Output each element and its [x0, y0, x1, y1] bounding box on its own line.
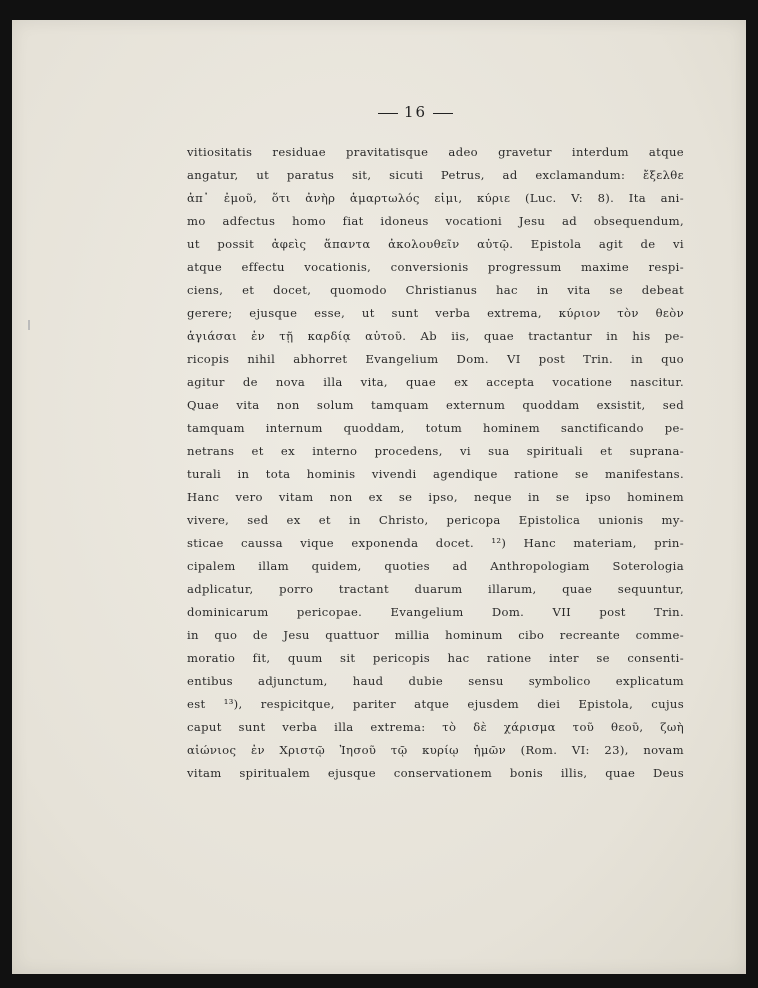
text-line: angatur, ut paratus sit, sicuti Petrus, ad exclamandum: ἔξελθε — [187, 168, 684, 182]
text-line: αἰώνιος ἐν Χριστῷ Ἰησοῦ τῷ κυρίῳ ἡμῶν (Rom. VI: 23), novam — [187, 743, 684, 757]
text-line: moratio fit, quum sit pericopis hac ratione inter se consenti- — [187, 651, 684, 665]
text-line: netrans et ex interno procedens, vi sua spirituali et suprana- — [187, 444, 684, 458]
text-line: vitam spiritualem ejusque conservationem bonis illis, quae Deus — [187, 766, 684, 780]
page-number-value: 16 — [404, 103, 428, 121]
text-line: entibus adjunctum, haud dubie sensu symbolico explicatum — [187, 674, 684, 688]
text-line: vivere, sed ex et in Christo, pericopa Epistolica unionis my- — [187, 513, 684, 527]
text-line: in quo de Jesu quattuor millia hominum cibo recreante comme- — [187, 628, 684, 642]
page-margin-mark — [28, 320, 30, 330]
text-line: ἀπ᾽ ἐμοῦ, ὅτι ἀνὴρ ἁμαρτωλός εἰμι, κύριε (Luc. V: 8). Ita ani- — [187, 191, 684, 205]
text-line: dominicarum pericopae. Evangelium Dom. VII post Trin. — [187, 605, 684, 619]
body-text — [187, 141, 684, 785]
text-line: caput sunt verba illa extrema: τὸ δὲ χάρισμα τοῦ θεοῦ, ζωὴ — [187, 720, 684, 734]
text-line: atque effectu vocationis, conversionis progressum maxime respi- — [187, 260, 684, 274]
dash-right — [433, 113, 453, 114]
text-line: tamquam internum quoddam, totum hominem sanctificando pe- — [187, 421, 684, 435]
text-line: ciens, et docet, quomodo Christianus hac in vita se debeat — [187, 283, 684, 297]
text-line: gerere; ejusque esse, ut sunt verba extrema, κύριον τὸν θεὸν — [187, 306, 684, 320]
text-line: sticae caussa vique exponenda docet. ¹²) Hanc materiam, prin- — [187, 536, 684, 550]
text-line: Quae vita non solum tamquam externum quoddam exsistit, sed — [187, 398, 684, 412]
text-line: agitur de nova illa vita, quae ex accepta vocatione nascitur. — [187, 375, 684, 389]
text-line: Hanc vero vitam non ex se ipso, neque in se ipso hominem — [187, 490, 684, 504]
text-line: cipalem illam quidem, quoties ad Anthropologiam Soterologia — [187, 559, 684, 573]
dash-left — [378, 113, 398, 114]
text-line: est ¹³), respicitque, pariter atque ejusdem diei Epistola, cujus — [187, 697, 684, 711]
text-line: adplicatur, porro tractant duarum illarum, quae sequuntur, — [187, 582, 684, 596]
text-line: mo adfectus homo fiat idoneus vocationi Jesu ad obsequendum, — [187, 214, 684, 228]
text-line: vitiositatis residuae pravitatisque adeo gravetur interdum atque — [187, 145, 684, 159]
page-number — [372, 103, 459, 121]
text-line: turali in tota hominis vivendi agendique ratione se manifestans. — [187, 467, 684, 481]
text-line: ricopis nihil abhorret Evangelium Dom. VI post Trin. in quo — [187, 352, 684, 366]
text-line: ut possit ἀφεὶς ἅπαντα ἀκολουθεῖν αὐτῷ. Epistola agit de vi — [187, 237, 684, 251]
text-line: ἁγιάσαι ἐν τῇ καρδίᾳ αὐτοῦ. Ab iis, quae tractantur in his pe- — [187, 329, 684, 343]
